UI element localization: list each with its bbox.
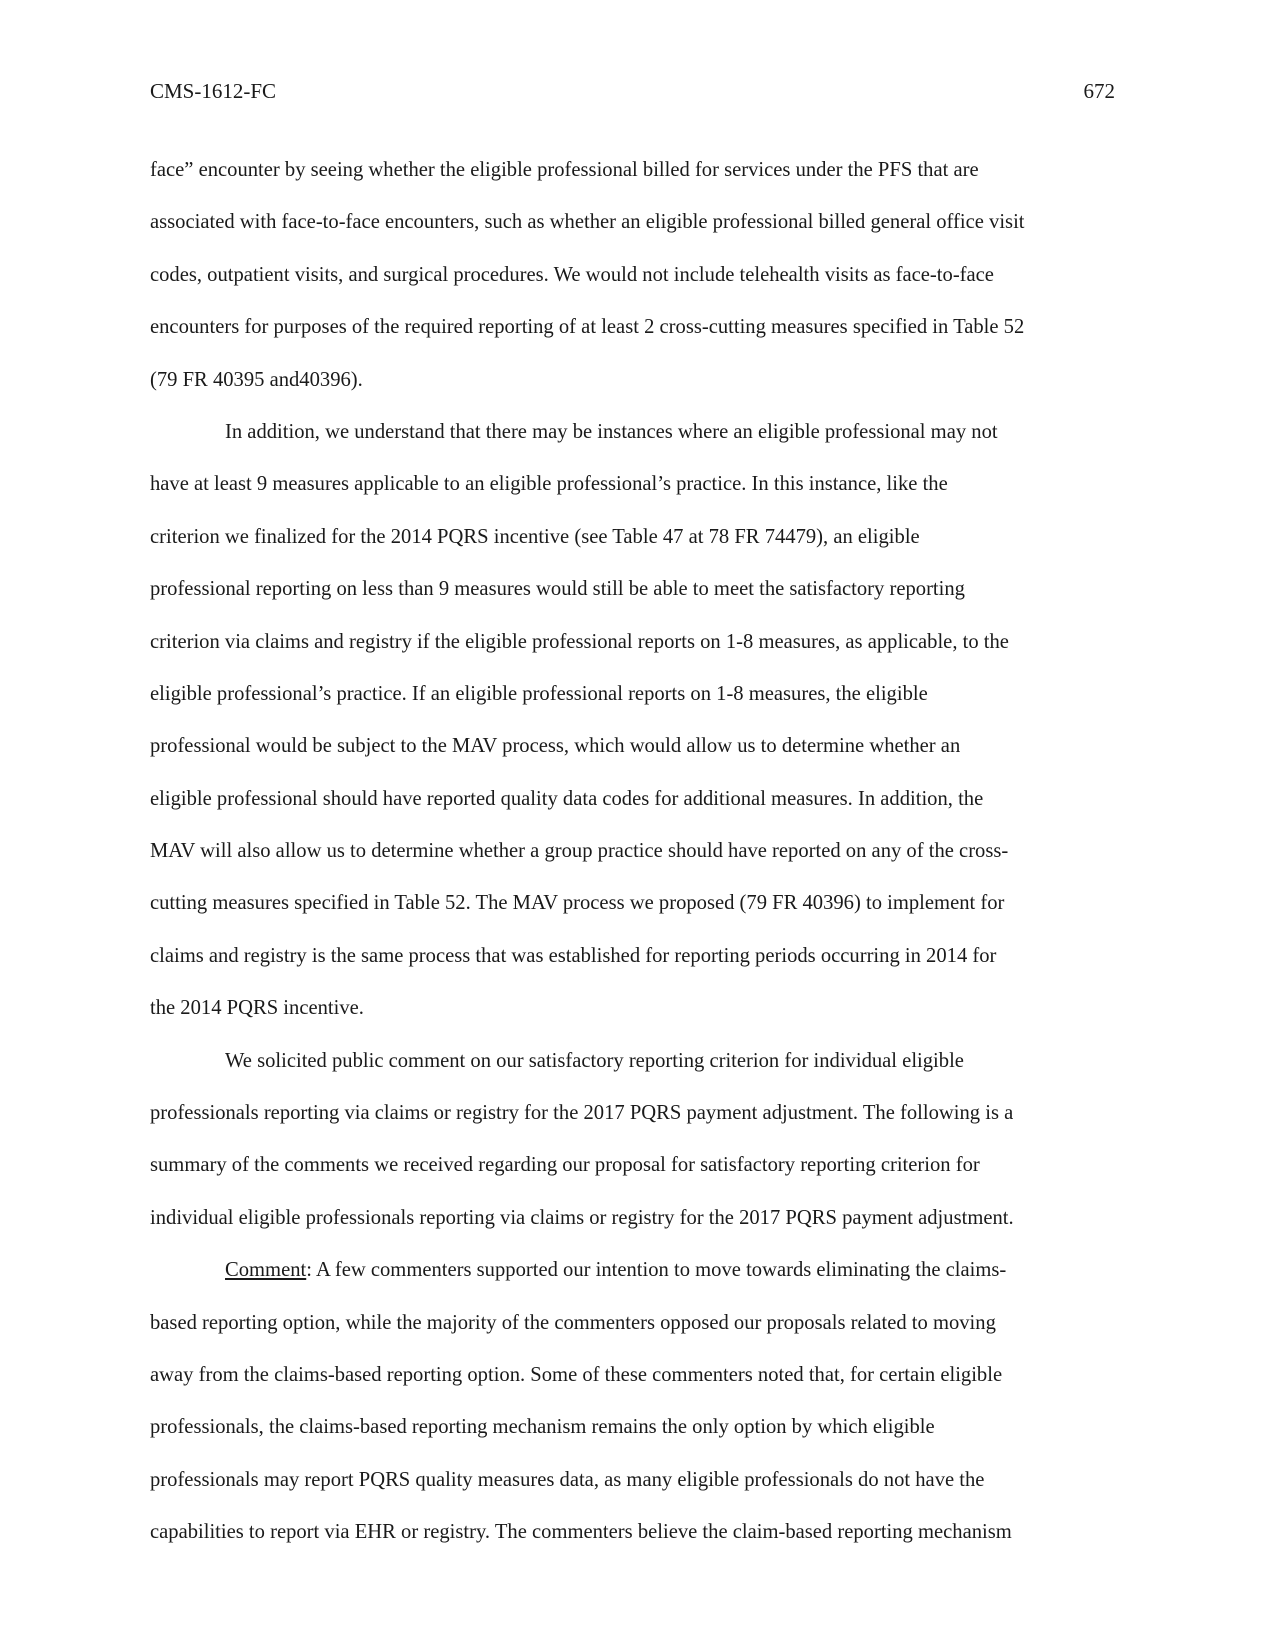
text-line: professional reporting on less than 9 measures would still be able to meet the satisfactory reporting	[150, 578, 965, 601]
comment-line	[150, 1244, 1160, 1296]
text-line: professional would be subject to the MAV process, which would allow us to determine whether an	[150, 735, 961, 758]
text-line: summary of the comments we received regarding our proposal for satisfactory reporting criterion for	[150, 1154, 980, 1177]
comment-label: Comment	[225, 1259, 307, 1282]
paragraph-start-line: In addition, we understand that there may be instances where an eligible professional may not	[225, 420, 998, 443]
page-header	[150, 76, 1115, 106]
text-line: capabilities to report via EHR or registry. The commenters believe the claim-based reporting mechanism	[150, 1521, 1012, 1544]
text-line: codes, outpatient visits, and surgical procedures. We would not include telehealth visits as face-to-face	[150, 263, 994, 286]
text-line: professionals may report PQRS quality measures data, as many eligible professionals do not have the	[150, 1468, 985, 1491]
page-number: 672	[1083, 79, 1115, 103]
text-line: eligible professional’s practice. If an eligible professional reports on 1-8 measures, the eligible	[150, 682, 928, 705]
text-line: claims and registry is the same process that was established for reporting periods occurring in 2014 for	[150, 944, 997, 967]
text-line: have at least 9 measures applicable to an eligible professional’s practice. In this instance, like the	[150, 473, 948, 496]
text-line: cutting measures specified in Table 52. The MAV process we proposed (79 FR 40396) to implement for	[150, 892, 1005, 915]
text-line: professionals, the claims-based reporting mechanism remains the only option by which eligible	[150, 1416, 935, 1439]
text-line: MAV will also allow us to determine whether a group practice should have reported on any of the cross-	[150, 840, 1009, 863]
text-line: criterion we finalized for the 2014 PQRS incentive (see Table 47 at 78 FR 74479), an eligible	[150, 525, 920, 548]
text-line: away from the claims-based reporting option. Some of these commenters noted that, for certain eligible	[150, 1363, 1003, 1386]
text-line: associated with face-to-face encounters, such as whether an eligible professional billed general office visit	[150, 211, 1025, 234]
text-line: encounters for purposes of the required reporting of at least 2 cross-cutting measures specified in Table 52	[150, 316, 1025, 339]
text-line: face” encounter by seeing whether the eligible professional billed for services under the PFS that are	[150, 159, 979, 181]
text-line: (79 FR 40395 and40396).	[150, 368, 363, 391]
comment-text: : A few commenters supported our intention to move towards eliminating the claims-	[306, 1259, 1007, 1282]
text-line: the 2014 PQRS incentive.	[150, 997, 364, 1020]
text-line: based reporting option, while the majority of the commenters opposed our proposals related to moving	[150, 1311, 996, 1334]
text-line: individual eligible professionals reporting via claims or registry for the 2017 PQRS payment adjustment.	[150, 1206, 1014, 1229]
body-text	[150, 144, 1160, 1559]
text-line: criterion via claims and registry if the eligible professional reports on 1-8 measures, as applicable, to the	[150, 630, 1009, 653]
paragraph-start-line: We solicited public comment on our satisfactory reporting criterion for individual eligible	[225, 1049, 964, 1072]
text-line: eligible professional should have reported quality data codes for additional measures. In addition, the	[150, 787, 984, 810]
text-line: professionals reporting via claims or registry for the 2017 PQRS payment adjustment. The following is a	[150, 1102, 1014, 1125]
document-id: CMS-1612-FC	[150, 79, 277, 103]
